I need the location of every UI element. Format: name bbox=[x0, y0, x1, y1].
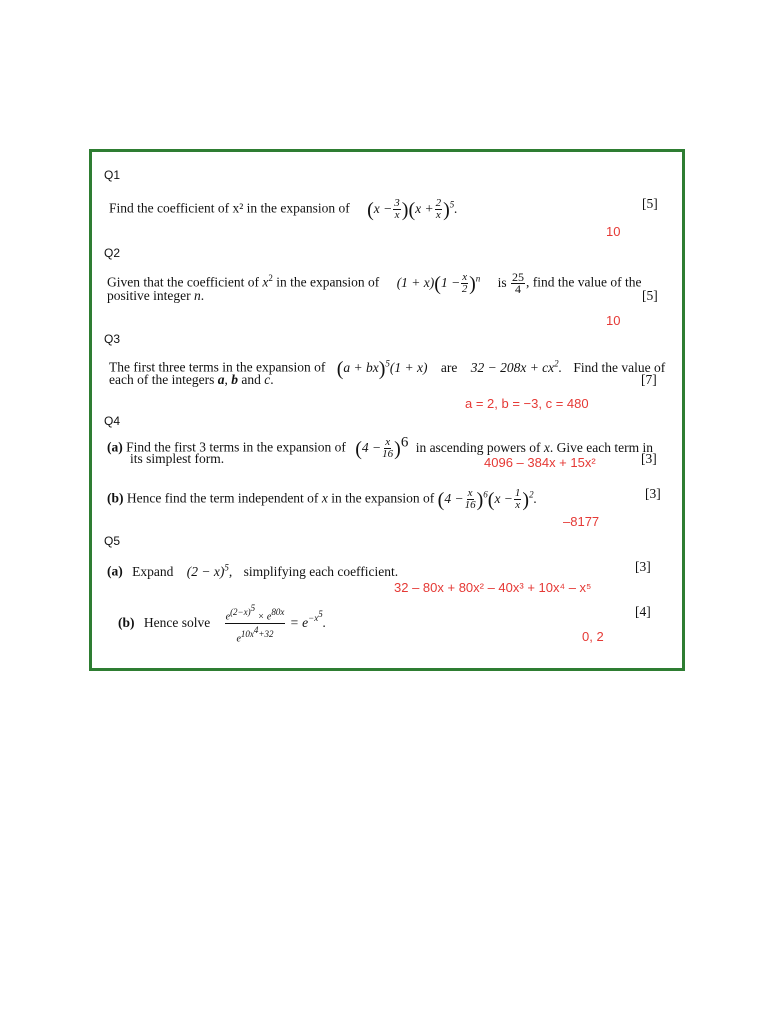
q4a-line2: its simplest form. bbox=[130, 451, 225, 466]
q1-expression: (x − $\frac{3}{x}$ )(x + $\frac{2}{x}$ )$^5$. bbox=[367, 196, 458, 221]
q5a-expression: $(2 - x)^5$, bbox=[186, 562, 233, 579]
q5a-label: (a) bbox=[107, 563, 123, 579]
q4a-line1: (a) Find the first 3 terms in the expansion of (4 − $\frac{x}{16}$ )6 in ascending powers of x. Give each term in bbox=[107, 434, 653, 460]
q3-terms: $32 - 208x + cx^2$. bbox=[470, 358, 563, 375]
q5-label: Q5 bbox=[104, 534, 121, 548]
q5a-line bbox=[107, 559, 398, 580]
q3-line2: each of the integers a, b and c. bbox=[109, 372, 274, 387]
q2-line2: positive integer n. bbox=[107, 288, 205, 303]
q3-label: Q3 bbox=[104, 332, 121, 346]
q5b-label: (b) bbox=[118, 614, 135, 630]
q5b-line bbox=[118, 602, 326, 646]
q3-line1: The first three terms in the expansion of (a + bx)$^5$(1 + x) are $32 - 208x + cx^2$. Find the value of bbox=[109, 357, 666, 380]
question-sheet bbox=[89, 149, 685, 671]
q2-marks: [5] bbox=[642, 288, 658, 303]
q4a-marks: [3] bbox=[641, 451, 657, 466]
q2-label: Q2 bbox=[104, 246, 121, 260]
q4b-expression: (4 − $\frac{x}{16}$ )$^6$(x − $\frac{1}{x}$ )$^2$. bbox=[437, 486, 537, 511]
q4a-label: (a) bbox=[107, 439, 123, 455]
q1-prompt: Find the coefficient of x² in the expansion of bbox=[109, 200, 350, 216]
q4b-line: (b) Hence find the term independent of x in the expansion of (4 − $\frac{x}{16}$ )$^6$(x − $\frac{1}{x}$ )$^2$. bbox=[107, 486, 537, 511]
q4b-label: (b) bbox=[107, 490, 124, 506]
q5a-prompt: Expand bbox=[132, 563, 174, 579]
q5a-answer: 32 – 80x + 80x² – 40x³ + 10x⁴ – x⁵ bbox=[394, 580, 592, 595]
q5b-expression: $\frac{e^{(2-x)^5} \times e^{80x}}{e^{10x^4+32}}$ = $e^{-x^5}$. bbox=[225, 603, 327, 645]
q2-line1: Given that the coefficient of $x^2$ in the expansion of (1 + x)(1 − $\frac{x}{2}$ )$^n$ is $\frac{25}{4}$ , find the value of the bbox=[107, 269, 642, 296]
q4a-answer: 4096 – 384x + 15x² bbox=[484, 455, 596, 470]
q4b-marks: [3] bbox=[645, 486, 661, 501]
q5b-answer: 0, 2 bbox=[582, 629, 604, 644]
q4b-answer: –8177 bbox=[563, 514, 600, 529]
q3-marks: [7] bbox=[641, 372, 657, 387]
q4a-expression: (4 − $\frac{x}{16}$ )6 bbox=[355, 434, 409, 460]
q2-expression: (1 + x)(1 − $\frac{x}{2}$ )$^n$ bbox=[396, 270, 481, 295]
q3-expression: (a + bx)$^5$(1 + x) bbox=[336, 357, 428, 380]
q3-answer: a = 2, b = −3, c = 480 bbox=[465, 396, 589, 411]
q4-label: Q4 bbox=[104, 414, 121, 428]
q5b-prompt: Hence solve bbox=[143, 614, 211, 630]
q2-answer: 10 bbox=[606, 313, 621, 328]
q1-answer: 10 bbox=[606, 224, 621, 239]
q1-label: Q1 bbox=[104, 168, 121, 182]
q5b-marks: [4] bbox=[635, 604, 651, 619]
q5a-prompt2: simplifying each coefficient. bbox=[243, 563, 399, 579]
q1-marks: [5] bbox=[642, 196, 658, 211]
q1-text bbox=[109, 196, 458, 221]
q5a-marks: [3] bbox=[635, 559, 651, 574]
